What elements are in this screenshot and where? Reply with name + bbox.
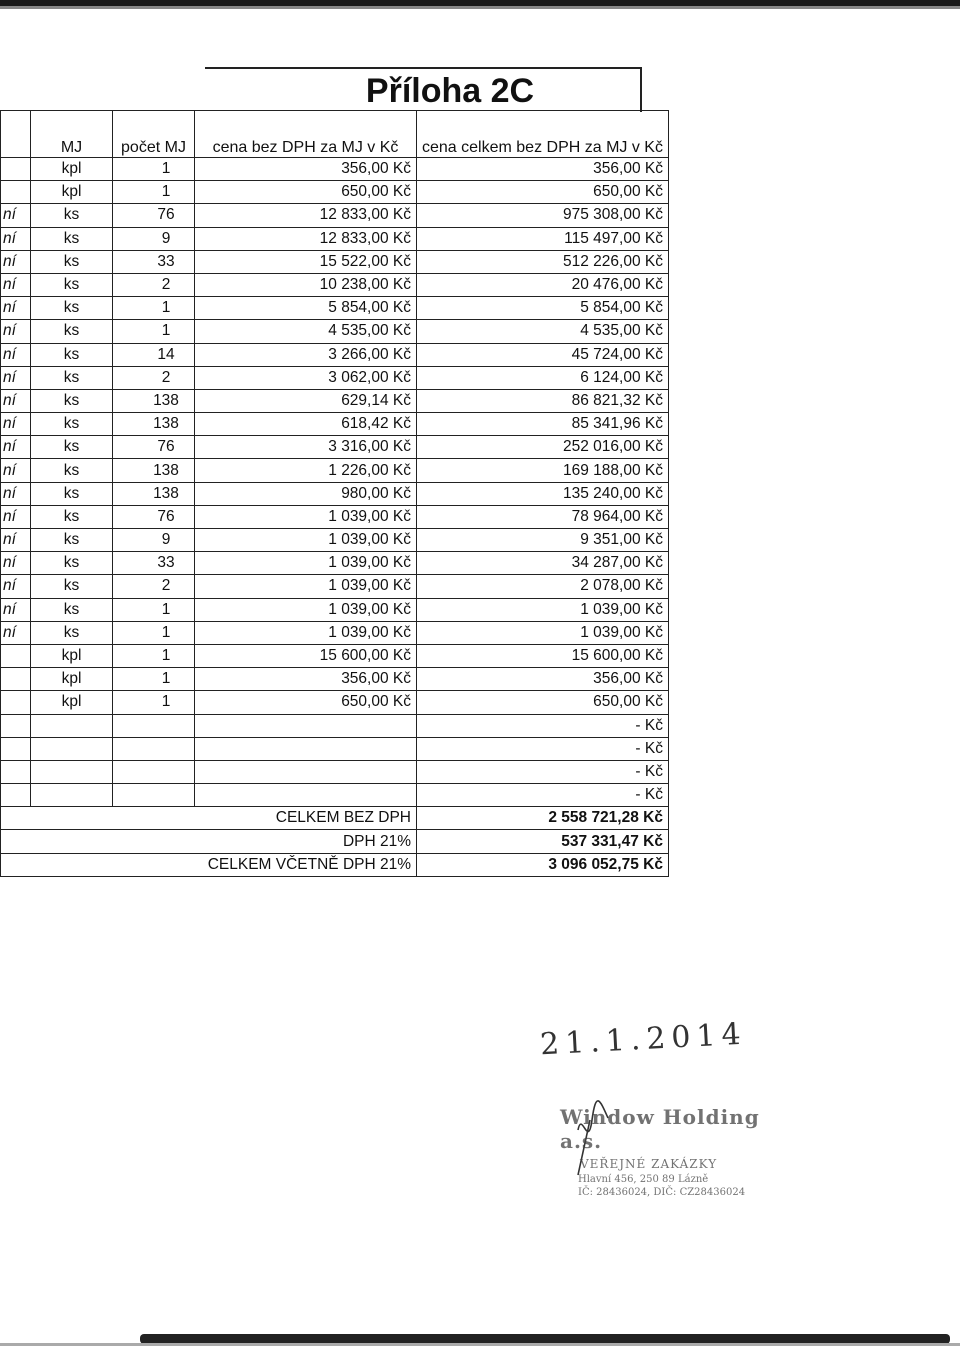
row-cut-text [1,784,31,807]
row-total-price: 512 226,00 Kč [417,250,669,273]
row-unit-price: 356,00 Kč [195,668,417,691]
row-cut-text: ní [1,459,31,482]
row-cut-text: ní [1,227,31,250]
row-cut-text [1,760,31,783]
row-unit-price: 1 039,00 Kč [195,505,417,528]
table-row [1,204,669,227]
row-unit-price [195,737,417,760]
table-row [1,250,669,273]
row-cut-text: ní [1,389,31,412]
table-row [1,784,669,807]
row-count: 1 [113,621,195,644]
row-total-price: 15 600,00 Kč [417,644,669,667]
table-header-row [1,111,669,158]
row-unit-price [195,714,417,737]
row-total-price: 4 535,00 Kč [417,320,669,343]
totals-label: DPH 21% [195,830,417,853]
row-count [113,714,195,737]
row-count: 1 [113,158,195,181]
totals-spacer [1,807,195,830]
row-mj: ks [31,621,113,644]
stamp-line-2: VEŘEJNÉ ZAKÁZKY [580,1157,718,1171]
row-total-price: 975 308,00 Kč [417,204,669,227]
row-cut-text: ní [1,297,31,320]
table-row [1,227,669,250]
row-cut-text: ní [1,436,31,459]
table-row [1,621,669,644]
table-row [1,552,669,575]
row-count: 76 [113,505,195,528]
row-unit-price: 3 266,00 Kč [195,343,417,366]
row-unit-price: 1 039,00 Kč [195,575,417,598]
row-unit-price [195,784,417,807]
row-cut-text [1,668,31,691]
row-mj: ks [31,505,113,528]
row-unit-price: 15 600,00 Kč [195,644,417,667]
table-row [1,691,669,714]
row-total-price: 2 078,00 Kč [417,575,669,598]
row-unit-price [195,760,417,783]
table-row [1,644,669,667]
row-mj: ks [31,482,113,505]
row-cut-text [1,181,31,204]
table-row [1,181,669,204]
row-cut-text: ní [1,621,31,644]
row-unit-price: 650,00 Kč [195,691,417,714]
row-count: 1 [113,297,195,320]
table-row [1,575,669,598]
row-total-price: 45 724,00 Kč [417,343,669,366]
row-cut-text: ní [1,343,31,366]
row-cut-text: ní [1,413,31,436]
table-row [1,760,669,783]
row-unit-price: 1 039,00 Kč [195,529,417,552]
row-mj: ks [31,297,113,320]
price-table [0,110,669,877]
row-total-price: 356,00 Kč [417,668,669,691]
row-total-price: - Kč [417,714,669,737]
row-unit-price: 4 535,00 Kč [195,320,417,343]
table-row [1,158,669,181]
row-count: 2 [113,366,195,389]
row-mj: ks [31,343,113,366]
row-cut-text: ní [1,575,31,598]
row-mj: kpl [31,691,113,714]
row-count: 76 [113,204,195,227]
row-mj: kpl [31,181,113,204]
row-unit-price: 618,42 Kč [195,413,417,436]
row-unit-price: 15 522,00 Kč [195,250,417,273]
row-cut-text [1,644,31,667]
row-unit-price: 12 833,00 Kč [195,204,417,227]
row-total-price: 86 821,32 Kč [417,389,669,412]
row-cut-text: ní [1,250,31,273]
handwritten-date: 21.1.2014 [539,1016,748,1063]
row-count: 33 [113,552,195,575]
row-mj [31,714,113,737]
row-cut-text [1,714,31,737]
table-row [1,297,669,320]
row-mj: ks [31,575,113,598]
row-mj: ks [31,552,113,575]
row-cut-text: ní [1,204,31,227]
totals-row [1,830,669,853]
row-mj: ks [31,459,113,482]
row-total-price: 85 341,96 Kč [417,413,669,436]
row-total-price: 356,00 Kč [417,158,669,181]
scan-edge-bottom-shadow [0,1343,960,1346]
table-row [1,505,669,528]
row-count: 1 [113,181,195,204]
totals-row [1,853,669,876]
row-total-price: 78 964,00 Kč [417,505,669,528]
row-cut-text: ní [1,552,31,575]
table-row [1,413,669,436]
row-total-price: - Kč [417,760,669,783]
row-total-price: - Kč [417,784,669,807]
row-cut-text [1,737,31,760]
row-unit-price: 1 039,00 Kč [195,598,417,621]
row-total-price: 9 351,00 Kč [417,529,669,552]
row-total-price: 135 240,00 Kč [417,482,669,505]
row-count: 9 [113,529,195,552]
table-row [1,714,669,737]
row-count: 1 [113,668,195,691]
stamp-line-4: IČ: 28436024, DIČ: CZ28436024 [578,1187,746,1198]
row-unit-price: 12 833,00 Kč [195,227,417,250]
table-row [1,366,669,389]
row-count: 138 [113,389,195,412]
row-count: 14 [113,343,195,366]
row-cut-text [1,691,31,714]
row-total-price: 34 287,00 Kč [417,552,669,575]
row-mj: ks [31,413,113,436]
totals-value: 537 331,47 Kč [417,830,669,853]
header-unit-price: cena bez DPH za MJ v Kč [195,111,417,158]
table-row [1,320,669,343]
row-mj: ks [31,436,113,459]
totals-label: CELKEM VČETNĚ DPH 21% [195,853,417,876]
row-total-price: 650,00 Kč [417,181,669,204]
row-total-price: - Kč [417,737,669,760]
table-row [1,737,669,760]
row-count: 1 [113,644,195,667]
row-unit-price: 1 039,00 Kč [195,621,417,644]
row-count: 2 [113,575,195,598]
row-total-price: 169 188,00 Kč [417,459,669,482]
row-total-price: 20 476,00 Kč [417,273,669,296]
row-mj: ks [31,598,113,621]
row-mj: ks [31,227,113,250]
row-unit-price: 3 316,00 Kč [195,436,417,459]
table-row [1,598,669,621]
row-unit-price: 356,00 Kč [195,158,417,181]
row-cut-text: ní [1,273,31,296]
table-row [1,273,669,296]
table-row [1,529,669,552]
row-mj [31,760,113,783]
row-mj: ks [31,273,113,296]
row-total-price: 1 039,00 Kč [417,598,669,621]
row-unit-price: 980,00 Kč [195,482,417,505]
row-cut-text: ní [1,366,31,389]
row-mj: kpl [31,644,113,667]
row-count: 9 [113,227,195,250]
row-total-price: 650,00 Kč [417,691,669,714]
row-mj: ks [31,320,113,343]
row-count: 138 [113,482,195,505]
row-unit-price: 1 226,00 Kč [195,459,417,482]
row-count: 1 [113,320,195,343]
row-count [113,784,195,807]
totals-value: 2 558 721,28 Kč [417,807,669,830]
row-count: 1 [113,598,195,621]
row-mj: ks [31,366,113,389]
row-total-price: 6 124,00 Kč [417,366,669,389]
table-row [1,343,669,366]
row-mj [31,784,113,807]
row-unit-price: 10 238,00 Kč [195,273,417,296]
row-count: 138 [113,413,195,436]
scan-edge-top-shadow [0,6,960,9]
row-count [113,760,195,783]
header-total-price: cena celkem bez DPH za MJ v Kč [417,111,669,158]
row-mj: ks [31,529,113,552]
row-mj: kpl [31,668,113,691]
stamp-line-3: Hlavní 456, 250 89 Lázně [578,1174,709,1185]
row-count: 2 [113,273,195,296]
row-mj: ks [31,204,113,227]
row-mj: ks [31,389,113,412]
row-total-price: 1 039,00 Kč [417,621,669,644]
row-total-price: 115 497,00 Kč [417,227,669,250]
row-cut-text: ní [1,598,31,621]
row-cut-text: ní [1,482,31,505]
table-row [1,459,669,482]
table-row [1,389,669,412]
stamp-line-1: Window Holding a.s. [560,1105,760,1153]
row-count: 33 [113,250,195,273]
row-count: 76 [113,436,195,459]
row-unit-price: 5 854,00 Kč [195,297,417,320]
row-mj: kpl [31,158,113,181]
row-cut-text [1,158,31,181]
row-unit-price: 3 062,00 Kč [195,366,417,389]
table-row [1,436,669,459]
row-cut-text: ní [1,320,31,343]
totals-row [1,807,669,830]
page-title: Příloha 2C [365,72,535,110]
header-count: počet MJ [113,111,195,158]
header-mj: MJ [31,111,113,158]
row-total-price: 252 016,00 Kč [417,436,669,459]
totals-value: 3 096 052,75 Kč [417,853,669,876]
row-mj [31,737,113,760]
totals-spacer [1,830,195,853]
row-unit-price: 629,14 Kč [195,389,417,412]
row-count: 138 [113,459,195,482]
row-unit-price: 1 039,00 Kč [195,552,417,575]
totals-label: CELKEM BEZ DPH [195,807,417,830]
row-count: 1 [113,691,195,714]
table-row [1,668,669,691]
company-stamp [560,1105,760,1198]
row-count [113,737,195,760]
header-cut-column [1,111,31,158]
row-unit-price: 650,00 Kč [195,181,417,204]
row-cut-text: ní [1,505,31,528]
table-row [1,482,669,505]
row-cut-text: ní [1,529,31,552]
row-total-price: 5 854,00 Kč [417,297,669,320]
row-mj: ks [31,250,113,273]
totals-spacer [1,853,195,876]
